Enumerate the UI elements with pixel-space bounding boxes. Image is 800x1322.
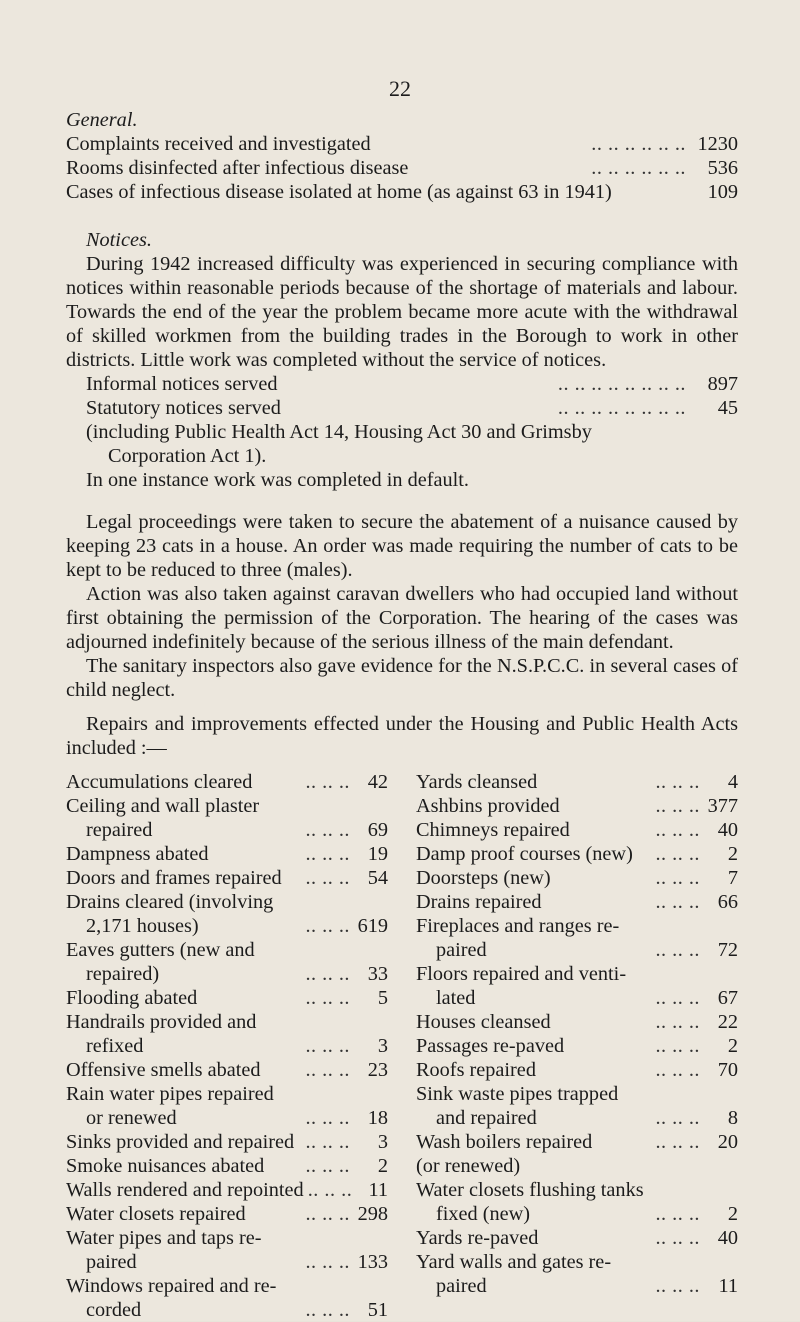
repair-item-label: Ceiling and wall plaster	[66, 795, 260, 817]
repair-item-value: 54	[367, 867, 388, 889]
leader-dots: .. .. ..	[655, 987, 700, 1009]
repair-item-label: fixed (new)	[436, 1203, 531, 1225]
repair-item-label: Fireplaces and ranges re-	[416, 915, 620, 937]
repair-item-label: and repaired	[436, 1107, 537, 1129]
repair-item	[66, 1082, 388, 1130]
repair-item-value: 8	[727, 1107, 738, 1129]
row-label: Informal notices served	[86, 373, 278, 395]
repair-item	[416, 1058, 738, 1082]
leader-dots: .. .. ..	[305, 963, 350, 985]
repair-item-line	[416, 914, 738, 938]
repair-item-label: Drains repaired	[416, 891, 542, 913]
repair-item-label: Ashbins provided	[416, 795, 560, 817]
repair-item-line	[416, 1178, 738, 1202]
repair-item-line	[66, 1058, 388, 1082]
repair-item-label: Smoke nuisances abated	[66, 1155, 265, 1177]
repair-item-value: 7	[727, 867, 738, 889]
repair-item	[416, 866, 738, 890]
notices-stats	[66, 372, 738, 492]
repair-item-label: Floors repaired and venti-	[416, 963, 627, 985]
repair-item-line	[66, 770, 388, 794]
repair-item-value: 69	[367, 819, 388, 841]
leader-dots: .. .. ..	[305, 915, 350, 937]
repair-item-line	[66, 914, 388, 938]
repair-item-label: or renewed	[86, 1107, 177, 1129]
notices-paragraph: During 1942 increased difficulty was experienced in securing compliance with notices within reasonable periods because of the shortage of materials and labour. Towards the end of the year the problem became more acute with the withdrawal of skilled workmen from the building trades in the Borough to work in other districts. Little work was completed without the service of notices.	[66, 253, 738, 371]
repair-item-line	[416, 1202, 738, 1226]
leader-dots: .. .. ..	[655, 1203, 700, 1225]
repair-item-value: 72	[717, 939, 738, 961]
repair-item-value: 19	[367, 843, 388, 865]
repair-item-label: lated	[436, 987, 476, 1009]
leader-dots: .. .. ..	[305, 1155, 350, 1177]
repair-item-value: 33	[367, 963, 388, 985]
repairs-columns	[66, 770, 738, 1322]
repair-item-label: refixed	[86, 1035, 144, 1057]
row-label: Statutory notices served	[86, 397, 281, 419]
repair-item	[66, 770, 388, 794]
repair-item	[66, 1154, 388, 1178]
repair-item	[416, 890, 738, 914]
repair-item	[66, 890, 388, 938]
leader-dots: .. .. ..	[305, 771, 350, 793]
repair-item-line	[66, 986, 388, 1010]
repair-item-label: Dampness abated	[66, 843, 209, 865]
repair-item	[66, 938, 388, 986]
row-value: 109	[707, 181, 738, 203]
repair-item-line	[66, 962, 388, 986]
row-value: 45	[717, 397, 738, 419]
repair-item-label: Water closets repaired	[66, 1203, 246, 1225]
repair-item-value: 3	[377, 1035, 388, 1057]
repair-item	[416, 962, 738, 1010]
repairs-intro: Repairs and improvements effected under the Housing and Public Health Acts included :—	[66, 713, 738, 759]
repair-item-line	[416, 962, 738, 986]
leader-dots: .. .. ..	[307, 1179, 353, 1201]
repair-item	[416, 818, 738, 842]
repair-item-value: 18	[367, 1107, 388, 1129]
repair-item-line	[66, 1154, 388, 1178]
repair-item-line	[416, 842, 738, 866]
repair-item	[416, 1226, 738, 1250]
leader-dots: .. .. ..	[655, 1131, 700, 1153]
repair-item	[416, 1010, 738, 1034]
repair-item-line	[66, 1010, 388, 1034]
repair-item-label: (or renewed)	[416, 1155, 521, 1177]
row-label: Complaints received and investigated	[66, 133, 371, 155]
leader-dots: .. .. ..	[655, 1059, 700, 1081]
legal-paragraph: Legal proceedings were taken to secure the abatement of a nuisance caused by keeping 23 cats in a house. An order was made requiring the number of cats to be kept to be reduced to three (males).	[66, 511, 738, 581]
repair-item-value: 70	[717, 1059, 738, 1081]
repair-item-line	[416, 986, 738, 1010]
repair-item	[66, 1274, 388, 1322]
repair-item-value: 11	[368, 1179, 388, 1201]
repair-item	[66, 842, 388, 866]
repair-item-value: 42	[367, 771, 388, 793]
repair-item	[66, 1130, 388, 1154]
repair-item-value: 66	[717, 891, 738, 913]
repair-item-label: Accumulations cleared	[66, 771, 253, 793]
repair-item-label: Houses cleansed	[416, 1011, 551, 1033]
repair-item	[416, 842, 738, 866]
repair-item-label: Sink waste pipes trapped	[416, 1083, 619, 1105]
repair-item-label: corded	[86, 1299, 142, 1321]
repair-item	[66, 1010, 388, 1058]
notices-including-line: Corporation Act 1).	[108, 445, 267, 467]
row-value: 536	[707, 157, 738, 179]
repair-item-label: Damp proof courses (new)	[416, 843, 633, 865]
leader-dots: .. .. ..	[655, 843, 700, 865]
repair-item-value: 51	[367, 1299, 388, 1321]
row-value: 897	[707, 373, 738, 395]
leader-dots: .. .. ..	[305, 1203, 350, 1225]
repair-item	[416, 794, 738, 818]
leader-dots: .. .. ..	[305, 843, 350, 865]
repair-item	[66, 1058, 388, 1082]
repair-item-line	[66, 1130, 388, 1154]
repair-item-label: Rain water pipes repaired	[66, 1083, 274, 1105]
general-stats	[66, 132, 738, 204]
repair-item-line	[416, 818, 738, 842]
repair-item-label: Wash boilers repaired	[416, 1131, 593, 1153]
repair-item-value: 5	[377, 987, 388, 1009]
repair-item-label: Doorsteps (new)	[416, 867, 551, 889]
repair-item-line	[66, 818, 388, 842]
repair-item-label: Walls rendered and repointed	[66, 1179, 304, 1201]
repair-item-line	[416, 866, 738, 890]
repair-item-label: 2,171 houses)	[86, 915, 199, 937]
repairs-left-column	[66, 770, 388, 1322]
repair-item-label: Flooding abated	[66, 987, 198, 1009]
repair-item-label: repaired)	[86, 963, 160, 985]
general-heading: General.	[66, 109, 138, 131]
repair-item	[66, 794, 388, 842]
repair-item-line	[416, 1154, 738, 1178]
general-row	[66, 156, 738, 180]
leader-dots: .. .. ..	[305, 867, 350, 889]
repair-item-label: Yard walls and gates re-	[416, 1251, 612, 1273]
repair-item-value: 133	[357, 1251, 388, 1273]
repair-item-label: Roofs repaired	[416, 1059, 536, 1081]
repair-item-line	[66, 1298, 388, 1322]
leader-dots: .. .. ..	[655, 939, 700, 961]
repair-item-line	[416, 1058, 738, 1082]
repair-item-label: Yards cleansed	[416, 771, 538, 793]
repair-item-label: Passages re-paved	[416, 1035, 565, 1057]
repair-item	[416, 1250, 738, 1298]
repair-item	[416, 1130, 738, 1154]
leader-dots: .. .. ..	[655, 795, 700, 817]
repair-item-value: 4	[727, 771, 738, 793]
repair-item	[416, 1154, 738, 1178]
leader-dots: .. .. ..	[655, 819, 700, 841]
leader-dots: .. .. ..	[655, 1275, 700, 1297]
leader-dots: .. .. ..	[305, 819, 350, 841]
repair-item-line	[66, 1274, 388, 1298]
leader-dots: .. .. ..	[305, 1035, 350, 1057]
repair-item-value: 2	[377, 1155, 388, 1177]
repair-item-line	[416, 794, 738, 818]
repair-item-line	[66, 1082, 388, 1106]
leader-dots: .. .. ..	[305, 987, 350, 1009]
repair-item-label: Drains cleared (involving	[66, 891, 274, 913]
repair-item-value: 22	[717, 1011, 738, 1033]
repair-item-label: Chimneys repaired	[416, 819, 570, 841]
repair-item-label: repaired	[86, 819, 153, 841]
repair-item-label: Yards re-paved	[416, 1227, 539, 1249]
repair-item-value: 2	[727, 1035, 738, 1057]
repair-item-value: 40	[717, 1227, 738, 1249]
leader-dots: .. .. ..	[305, 1299, 350, 1321]
page-number: 22	[389, 76, 411, 101]
leader-dots: .. .. ..	[305, 1107, 350, 1129]
notices-default-line: In one instance work was completed in default.	[86, 469, 469, 491]
repair-item-value: 67	[717, 987, 738, 1009]
repair-item-line	[66, 1106, 388, 1130]
repair-item-label: paired	[86, 1251, 137, 1273]
leader-dots: .. .. .. .. .. ..	[591, 133, 686, 155]
repair-item-line	[416, 770, 738, 794]
repair-item-line	[66, 1226, 388, 1250]
repair-item-line	[66, 1202, 388, 1226]
repair-item-value: 377	[707, 795, 738, 817]
repair-item-label: paired	[436, 939, 487, 961]
repair-item-line	[66, 938, 388, 962]
repair-item-line	[416, 1082, 738, 1106]
repair-item-value: 2	[727, 1203, 738, 1225]
repair-item-line	[66, 1178, 388, 1202]
leader-dots: .. .. ..	[655, 771, 700, 793]
repair-item	[66, 986, 388, 1010]
notices-row	[86, 372, 738, 396]
repair-item	[416, 1034, 738, 1058]
repair-item-label: Eaves gutters (new and	[66, 939, 255, 961]
repair-item	[416, 1178, 738, 1226]
general-row	[66, 180, 738, 204]
repair-item-label: Offensive smells abated	[66, 1059, 261, 1081]
repair-item-line	[416, 1274, 738, 1298]
repair-item	[416, 914, 738, 962]
repair-item	[66, 1202, 388, 1226]
leader-dots: .. .. ..	[305, 1251, 350, 1273]
row-label: Rooms disinfected after infectious disease	[66, 157, 409, 179]
repair-item-line	[66, 866, 388, 890]
repair-item-line	[416, 1226, 738, 1250]
repair-item-line	[66, 890, 388, 914]
legal-paragraph: The sanitary inspectors also gave evidence for the N.S.P.C.C. in several cases of child neglect.	[66, 655, 738, 701]
repair-item-line	[416, 1130, 738, 1154]
page-content	[66, 108, 738, 1322]
repair-item	[416, 1082, 738, 1130]
row-value: 1230	[697, 133, 738, 155]
leader-dots: .. .. ..	[655, 1107, 700, 1129]
repair-item-value: 3	[377, 1131, 388, 1153]
legal-paragraph: Action was also taken against caravan dwellers who had occupied land without first obtaining the permission of the Corporation. The hearing of the cases was adjourned indefinitely because of the serious illness of the main defendant.	[66, 583, 738, 653]
leader-dots: .. .. ..	[305, 1131, 350, 1153]
leader-dots: .. .. ..	[655, 891, 700, 913]
repair-item	[66, 1178, 388, 1202]
repair-item-line	[66, 794, 388, 818]
repair-item-value: 11	[718, 1275, 738, 1297]
repair-item	[416, 770, 738, 794]
leader-dots: .. .. ..	[655, 1035, 700, 1057]
leader-dots: .. .. ..	[305, 1059, 350, 1081]
repair-item-value: 23	[367, 1059, 388, 1081]
leader-dots: .. .. ..	[655, 1011, 700, 1033]
repair-item-line	[416, 938, 738, 962]
repair-item-line	[416, 1250, 738, 1274]
repair-item-label: paired	[436, 1275, 487, 1297]
repair-item-line	[66, 1250, 388, 1274]
repair-item-line	[416, 890, 738, 914]
repair-item-value: 40	[717, 819, 738, 841]
leader-dots: .. .. ..	[655, 867, 700, 889]
notices-heading: Notices.	[86, 229, 152, 251]
notices-row	[86, 396, 738, 420]
repair-item	[66, 1226, 388, 1274]
repair-item-line	[66, 1034, 388, 1058]
repair-item-label: Doors and frames repaired	[66, 867, 282, 889]
repair-item-label: Handrails provided and	[66, 1011, 257, 1033]
repair-item-value: 619	[357, 915, 388, 937]
repair-item-value: 20	[717, 1131, 738, 1153]
repair-item	[66, 866, 388, 890]
notices-including-line: (including Public Health Act 14, Housing Act 30 and Grimsby	[86, 421, 592, 443]
leader-dots: .. .. .. .. .. ..	[591, 157, 686, 179]
repair-item-line	[416, 1034, 738, 1058]
repairs-right-column	[416, 770, 738, 1322]
repair-item-line	[416, 1106, 738, 1130]
leader-dots: .. .. .. .. .. .. .. ..	[557, 373, 686, 395]
leader-dots: .. .. ..	[655, 1227, 700, 1249]
repair-item-label: Windows repaired and re-	[66, 1275, 277, 1297]
repair-item-value: 2	[727, 843, 738, 865]
repair-item-value: 298	[357, 1203, 388, 1225]
repair-item-line	[416, 1010, 738, 1034]
repair-item-label: Water closets flushing tanks	[416, 1179, 644, 1201]
repair-item-line	[66, 842, 388, 866]
leader-dots: .. .. .. .. .. .. .. ..	[557, 397, 686, 419]
repair-item-label: Water pipes and taps re-	[66, 1227, 262, 1249]
row-label: Cases of infectious disease isolated at home (as against 63 in 1941)	[66, 181, 612, 203]
general-row	[66, 132, 738, 156]
repair-item-label: Sinks provided and repaired	[66, 1131, 295, 1153]
